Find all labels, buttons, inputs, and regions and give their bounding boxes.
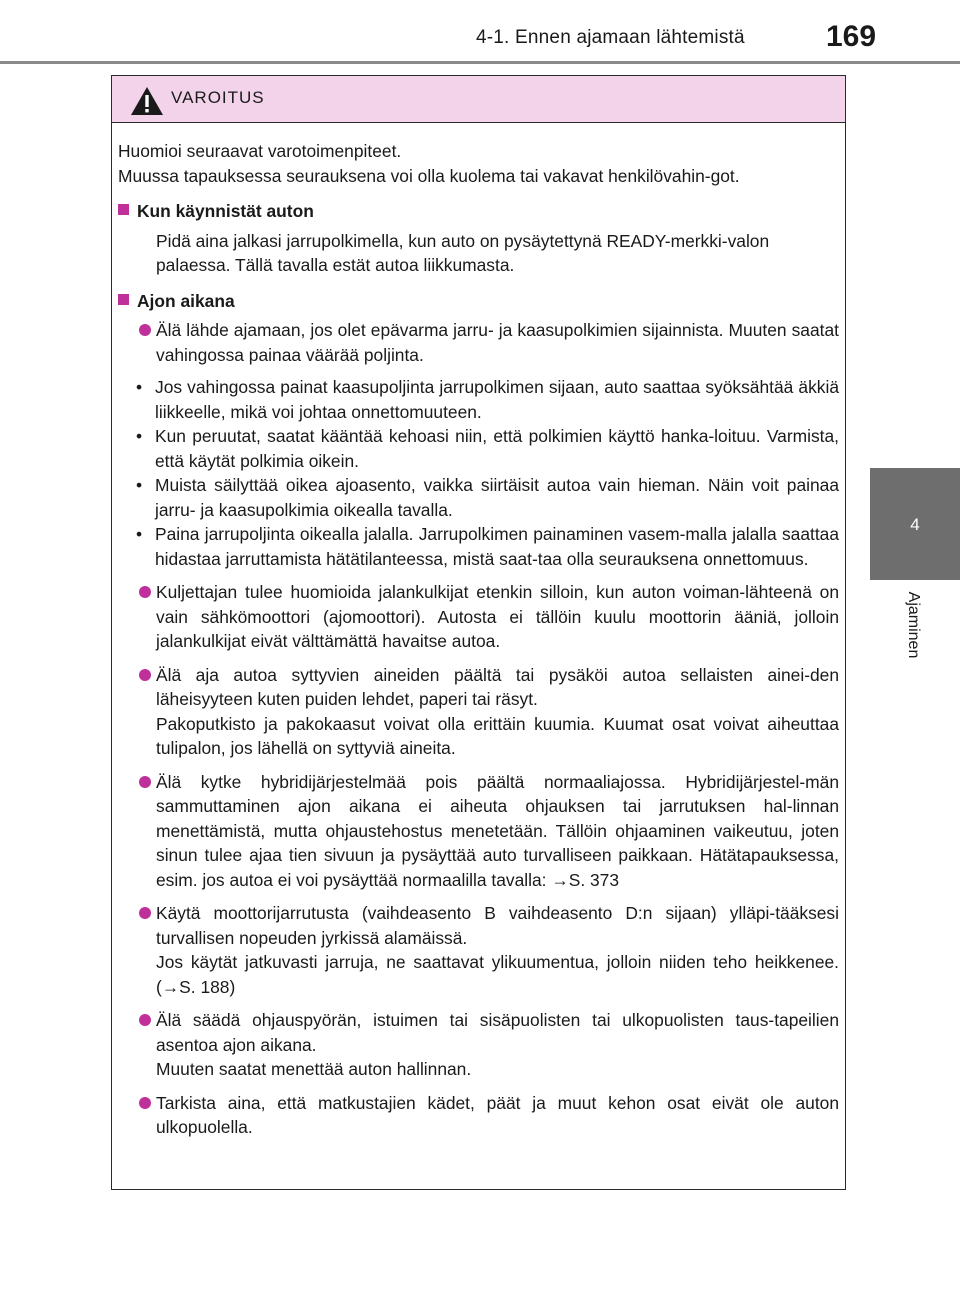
circle-bullet-icon (139, 1097, 151, 1109)
circle-bullet-icon (139, 586, 151, 598)
square-bullet-icon (118, 294, 129, 305)
list-item: Tarkista aina, että matkustajien kädet, päät ja muut kehon osat eivät ole auton ulkopuolella. (118, 1091, 839, 1140)
list-item: Älä lähde ajamaan, jos olet epävarma jarru- ja kaasupolkimien sijainnista. Muuten saatat vahingossa painaa väärää poljinta. • Jos vahingossa painat kaasupoljinta jarrupolkimen sijaan, auto saattaa syöksähtää äkkiä liikkeelle, mikä voi johtaa onnettomuuteen. • Kun peruutat, saatat kääntää kehoasi niin, että polkimien käyttö hanka-loituu. Varmista, että käytät polkimia oikein. • Muista säilyttää oikea ajoasento, vaikka siirtäisit autoa vain hieman. Näin voit painaa jarru- ja kaasupolkimia oikealla tavalla. • Paina jarrupoljinta oikealla jalalla. Jarrupolkimen painaminen vasem-malla jalalla saattaa hidastaa jarruttamista hätätilanteessa, mistä saat-taa olla seurauksena onnettomuus. (118, 318, 839, 571)
warning-body (112, 123, 845, 1140)
page-number: 169 (826, 20, 877, 53)
sub-list-item: • Paina jarrupoljinta oikealla jalalla. Jarrupolkimen painaminen vasem-malla jalalla saattaa hidastaa jarruttamista hätätilanteessa, mistä saat-taa olla seurauksena onnettomuus. (136, 524, 839, 569)
sub-list-item: • Jos vahingossa painat kaasupoljinta jarrupolkimen sijaan, auto saattaa syöksähtää äkkiä liikkeelle, mikä voi johtaa onnettomuuteen. (136, 377, 839, 422)
intro-text (118, 139, 839, 188)
warning-header (112, 76, 845, 123)
circle-bullet-icon (139, 776, 151, 788)
warning-triangle-icon (130, 86, 164, 116)
chapter-tab (870, 468, 960, 580)
list-item: Kuljettajan tulee huomioida jalankulkijat etenkin silloin, kun auton voiman-lähteenä on vain sähkömoottori (ajomoottori). Autosta ei tällöin kuulu moottorin ääniä, jolloin jalankulkijat eivät välttämättä havaitse autoa. (118, 580, 839, 654)
section-title: 4-1. Ennen ajamaan lähtemistä (476, 27, 745, 48)
sub-list-item: • Kun peruutat, saatat kääntää kehoasi niin, että polkimien käyttö hanka-loituu. Varmista, että käytät polkimia oikein. (136, 426, 839, 471)
list-item: Käytä moottorijarrutusta (vaihdeasento B vaihdeasento D:n sijaan) ylläpi-tääksesi turvallisen nopeuden jyrkissä alamäissä. Jos käytät jatkuvasti jarruja, ne saattavat ylikuumentua, jolloin niiden teho heikkenee. (→S. 188) (118, 901, 839, 999)
intro-line: Muussa tapauksessa seurauksena voi olla kuolema tai vakavat henkilövahin-got. (118, 165, 740, 186)
chapter-label: Ajaminen (905, 591, 922, 659)
intro-line: Huomioi seuraavat varotoimenpiteet. (118, 141, 402, 161)
circle-bullet-icon (139, 669, 151, 681)
header-rule (0, 61, 960, 64)
warning-box (111, 75, 846, 1190)
list-item: Älä aja autoa syttyvien aineiden päältä tai pysäköi autoa sellaisten ainei-den läheisyyteen kuten puiden lehdet, paperi tai räsyt. Pakoputkisto ja pakokaasut voivat olla erittäin kuumia. Kuumat osat voivat aiheuttaa tulipalon, jos lähellä on syttyviä aineita. (118, 663, 839, 761)
list-item: Älä säädä ohjauspyörän, istuimen tai sisäpuolisten tai ulkopuolisten taus-tapeilien asentoa ajon aikana. Muuten saatat menettää auton hallinnan. (118, 1008, 839, 1082)
circle-bullet-icon (139, 324, 151, 336)
circle-bullet-icon (139, 1014, 151, 1026)
square-bullet-icon (118, 204, 129, 215)
warning-title: VAROITUS (171, 88, 265, 107)
section-heading: Kun käynnistät auton (118, 199, 839, 224)
chapter-number: 4 (910, 515, 920, 534)
section-text: Pidä aina jalkasi jarrupolkimella, kun auto on pysäytettynä READY-merkki-valon palaessa. Tällä tavalla estät autoa liikkumasta. (156, 230, 770, 275)
list-item: Älä kytke hybridijärjestelmää pois päältä normaaliajossa. Hybridijärjestel-män sammuttaminen ajon aikana ei aiheuta ohjauksen tai jarrutuksen hal-linnan menettämistä, mutta ohjaustehostus menetetään. Tällöin ohjaaminen vaikeutuu, joten sinun tulee ajaa tien sivuun ja pysäyttää auto turvalliseen paikkaan. Hätätapauksessa, esim. jos autoa ei voi pysäyttää normaalilla tavalla: →S. 373 (118, 770, 839, 893)
circle-bullet-icon (139, 907, 151, 919)
sub-list (136, 375, 839, 571)
sub-list-item: • Muista säilyttää oikea ajoasento, vaikka siirtäisit autoa vain hieman. Näin voit painaa jarru- ja kaasupolkimia oikealla tavalla. (136, 475, 839, 520)
section-heading: Ajon aikana (118, 289, 839, 314)
